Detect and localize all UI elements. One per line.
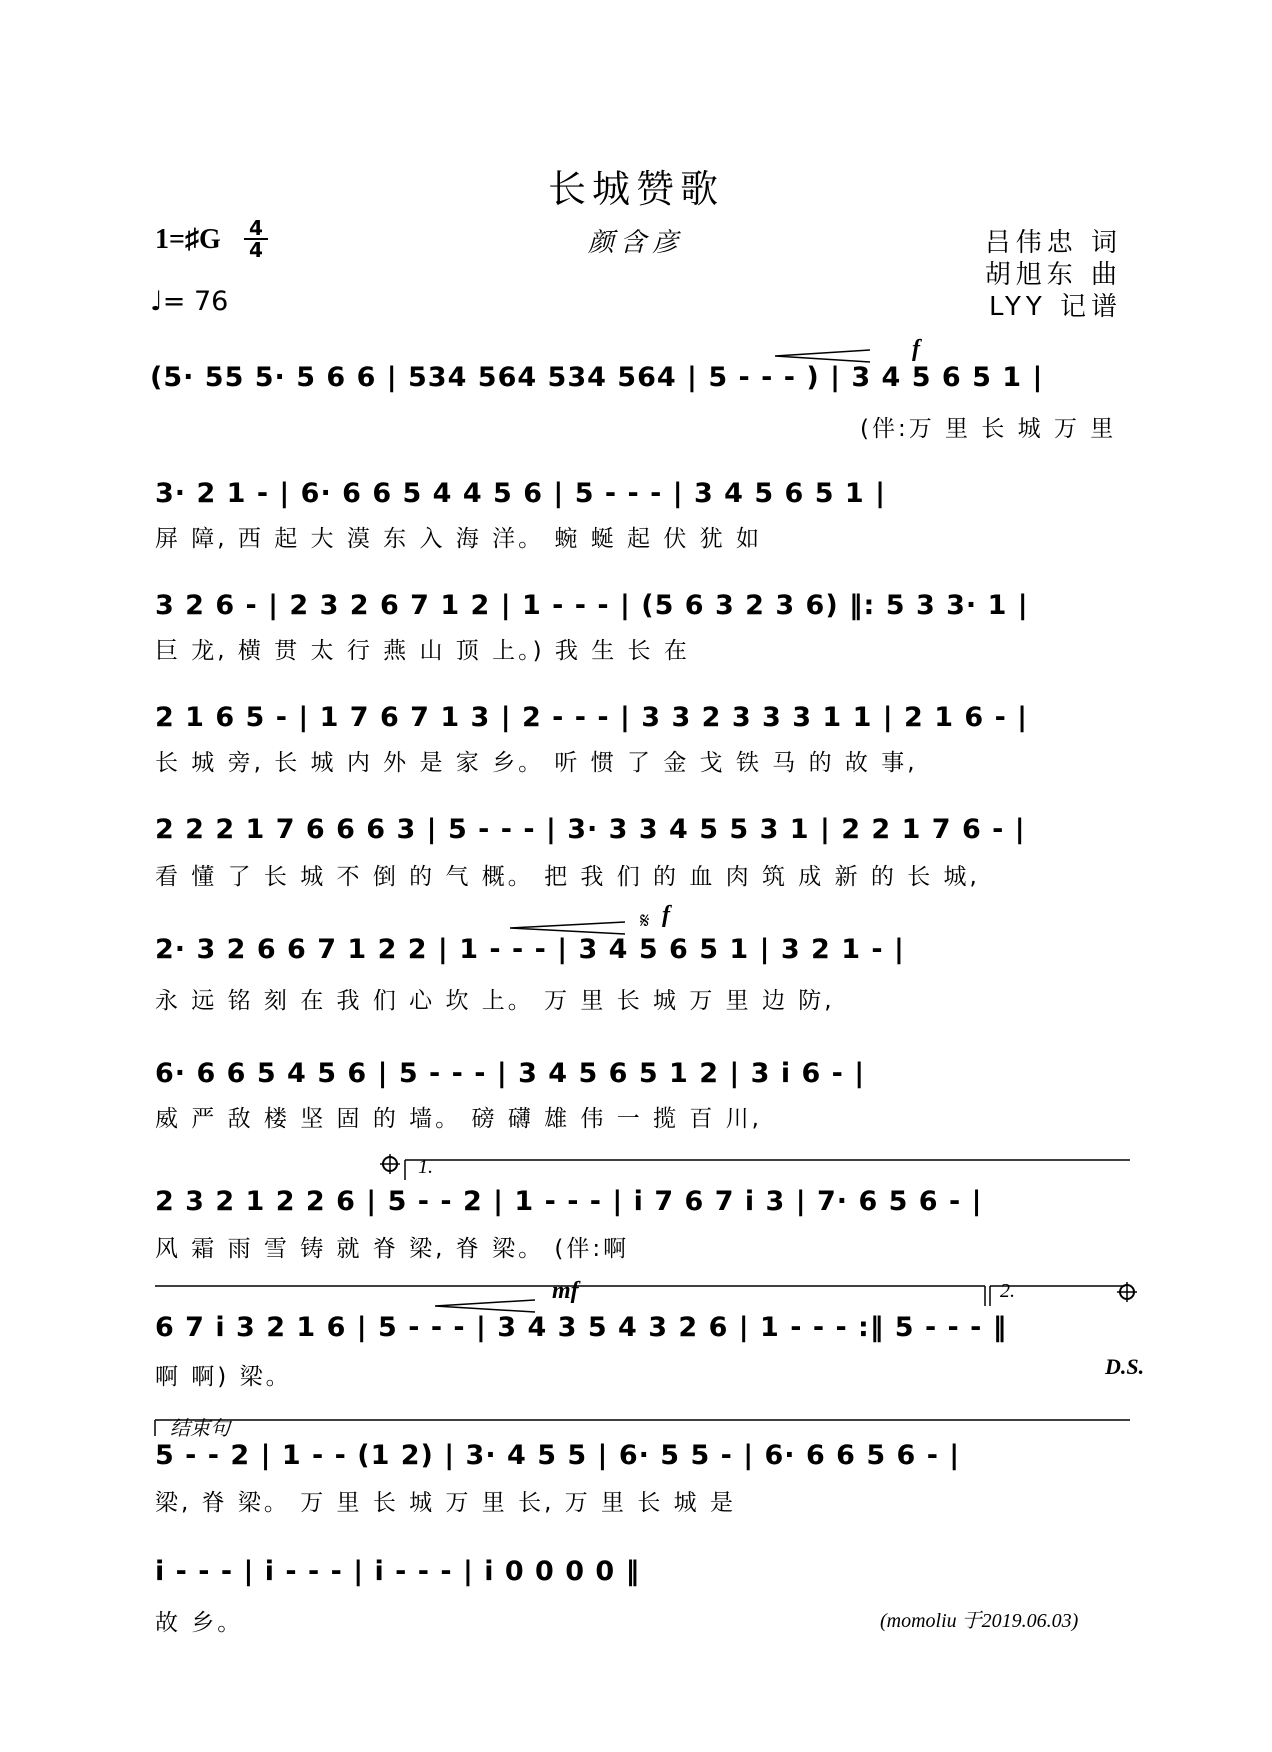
dynamic-forte-2: f [662,902,670,928]
time-signature-top: 4 [249,216,263,240]
score-row-10-notes: 5 - - 2 | 1 - - (1 2) | 3· 4 5 5 | 6· 5 5 - | 6· 6 6 5 6 - | [155,1440,961,1471]
score-row-5-notes: 2 2 2 1 7 6 6 6 3 | 5 - - - | 3· 3 3 4 5 5 3 1 | 2 2 1 7 6 - | [155,814,1026,845]
score-row-8-lyrics: 风 霜 雨 雪 铸 就 脊 梁, 脊 梁。 (伴:啊 [155,1236,630,1262]
score-row-4-notes: 2 1 6 5 - | 1 7 6 7 1 3 | 2 - - - | 3 3 2 3 3 3 1 1 | 2 1 6 - | [155,702,1029,733]
score-row-11-notes: i - - - | i - - - | i - - - | i 0 0 0 0 ‖ [155,1556,641,1587]
crescendo-hairpin-1 [775,350,870,362]
score-row-8-notes: 2 3 2 1 2 2 6 | 5 - - 2 | 1 - - - | i 7 6 7 i 3 | 7· 6 5 6 - | [155,1186,983,1217]
volta-2-label: 2. [1000,1280,1015,1302]
score-row-2-lyrics: 屏 障, 西 起 大 漠 东 入 海 洋。 蜿 蜒 起 伏 犹 如 [155,526,762,552]
score-row-6-lyrics: 永 远 铭 刻 在 我 们 心 坎 上。 万 里 长 城 万 里 边 防, [155,988,835,1014]
score-row-11-lyrics: 故 乡。 [155,1610,244,1636]
score-row-2-notes: 3· 2 1 - | 6· 6 6 5 4 4 5 6 | 5 - - - | 3 4 5 6 5 1 | [155,478,886,509]
score-row-7-lyrics: 威 严 敌 楼 坚 固 的 墙。 磅 礴 雄 伟 一 揽 百 川, [155,1106,762,1132]
dynamic-forte: f [912,336,920,362]
score-row-1-notes: (5· 55 5· 5 6 6 | 534 564 534 564 | 5 - - - ) | 3 4 5 6 5 1 | [150,362,1044,393]
score-row-10-lyrics: 梁, 脊 梁。 万 里 长 城 万 里 长, 万 里 长 城 是 [155,1490,736,1516]
score-row-7-notes: 6· 6 6 5 4 5 6 | 5 - - - | 3 4 5 6 5 1 2 | 3 i 6 - | [155,1058,866,1089]
transcriber-credit: LYY 记谱 [988,292,1122,322]
crescendo-hairpin-2 [510,922,625,934]
coda-icon-1 [380,1154,400,1174]
time-signature-bottom: 4 [244,238,268,260]
transcriber-signature: (momoliu 于2019.06.03) [880,1610,1079,1632]
score-row-6-notes: 2· 3 2 6 6 7 1 2 2 | 1 - - - | 3 4 5 6 5 1 | 3 2 1 - | [155,934,905,965]
song-title: 长城赞歌 [547,167,724,211]
score-row-3-lyrics: 巨 龙, 横 贯 太 行 燕 山 顶 上。) 我 生 长 在 [155,638,690,664]
key-signature: 1=♯G [155,224,221,255]
segno-icon: 𝄋 [640,909,650,934]
tempo-marking: ♩= 76 [150,286,229,317]
coda-icon-2 [1117,1282,1137,1302]
score-row-3-notes: 3 2 6 - | 2 3 2 6 7 1 2 | 1 - - - | (5 6 3 2 3 6) ‖: 5 3 3· 1 | [155,590,1029,621]
score-row-9-lyrics: 啊 啊) 梁。 [155,1364,292,1390]
lyricist-credit: 吕伟忠 词 [984,228,1122,258]
score-row-1-lyrics: (伴:万 里 长 城 万 里 [860,416,1117,442]
crescendo-hairpin-3 [435,1300,535,1312]
volta-1-label: 1. [418,1156,433,1178]
da-segno-mark: D.S. [1105,1354,1145,1379]
score-row-9-notes: 6 7 i 3 2 1 6 | 5 - - - | 3 4 3 5 4 3 2 6 | 1 - - - :‖ 5 - - - ‖ [155,1312,1008,1343]
composer-credit: 胡旭东 曲 [984,260,1122,290]
score-row-5-lyrics: 看 懂 了 长 城 不 倒 的 气 概。 把 我 们 的 血 肉 筑 成 新 的 长 城, [155,864,980,890]
score-row-4-lyrics: 长 城 旁, 长 城 内 外 是 家 乡。 听 惯 了 金 戈 铁 马 的 故 事, [155,750,918,776]
singer-name: 颜含彦 [587,228,684,258]
ending-label: 结束句 [170,1418,230,1440]
dynamic-mezzo-forte: mf [552,1278,579,1304]
